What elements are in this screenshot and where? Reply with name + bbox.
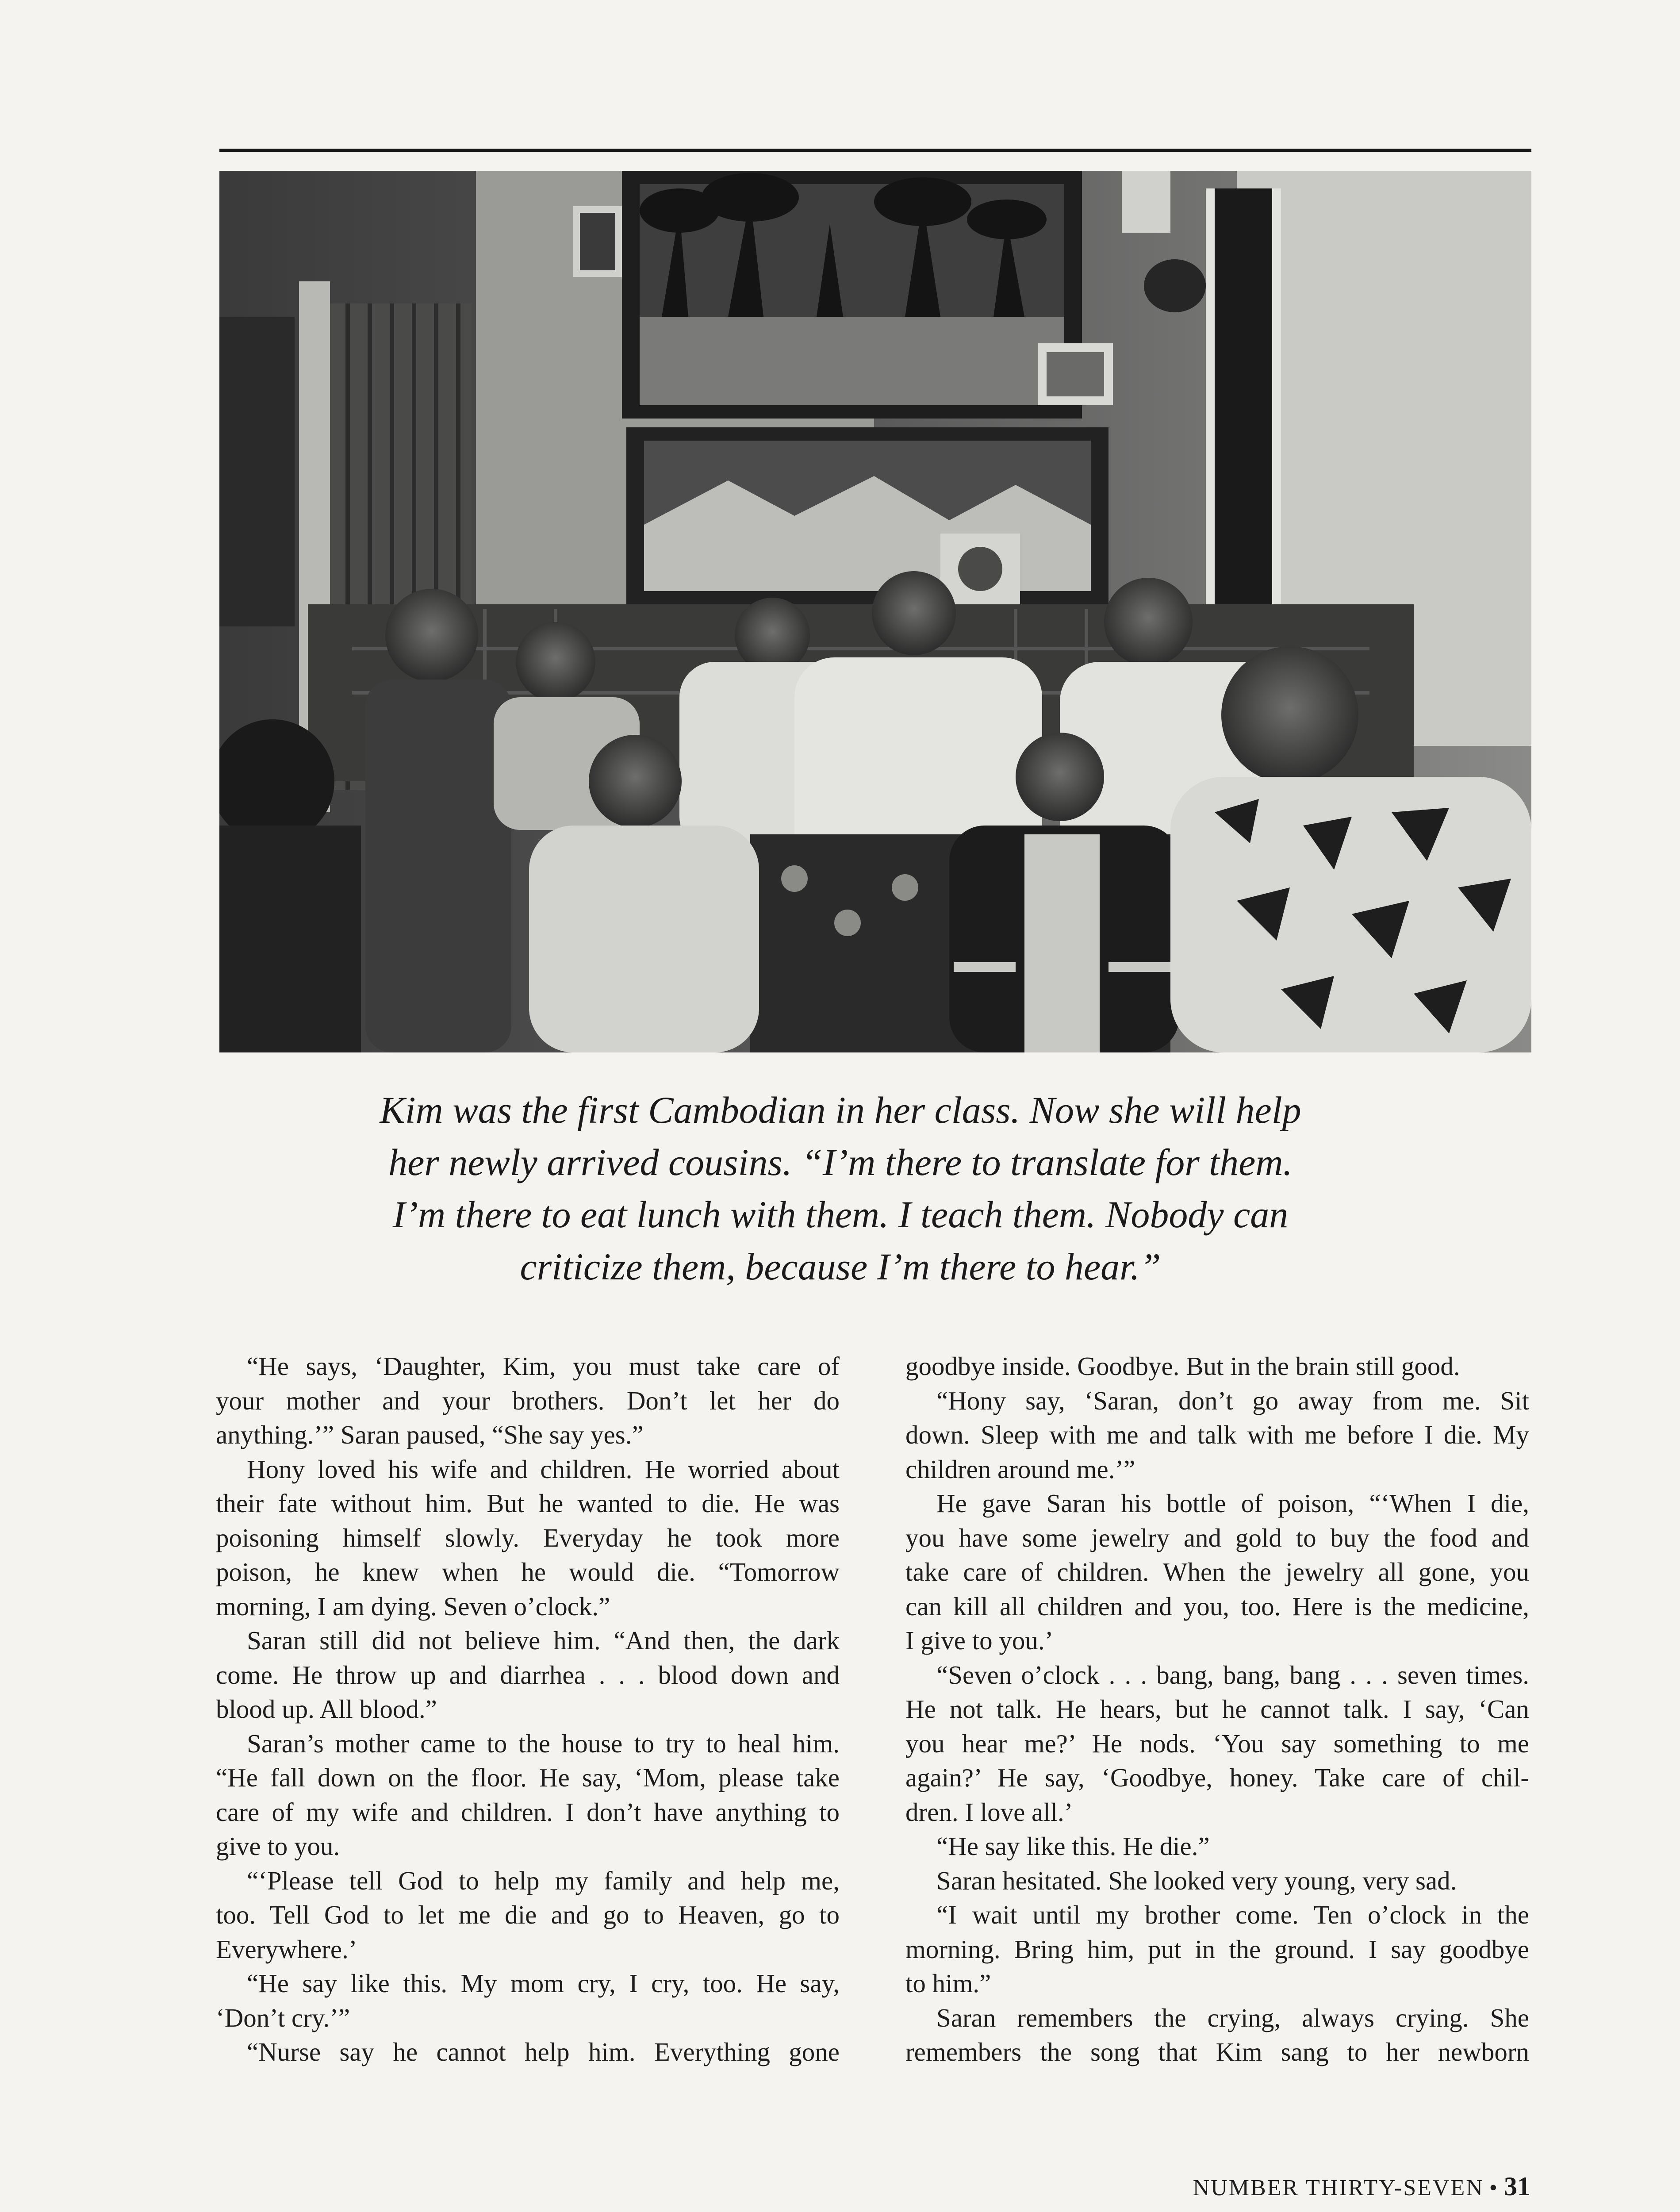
family-photo — [219, 171, 1531, 1052]
caption-line: I’m there to eat lunch with them. I teach them. Nobody can — [392, 1193, 1289, 1236]
text-line: too. Tell God to let me die and go to Heaven, go to — [216, 1900, 840, 1929]
text-line: ‘Don’t cry.’” — [216, 2003, 350, 2032]
text-line: poison, he knew when he would die. “Tomorrow — [216, 1557, 840, 1586]
text-line: “He says, ‘Daughter, Kim, you must take care of — [247, 1352, 840, 1381]
text-line: morning, I am dying. Seven o’clock.” — [216, 1591, 610, 1621]
text-line: you have some jewelry and gold to buy the food and — [905, 1523, 1529, 1552]
text-line: their fate without him. But he wanted to die. He was — [216, 1489, 840, 1518]
text-line: children around me.’” — [905, 1454, 1135, 1484]
text-line: “He say like this. He die.” — [936, 1832, 1210, 1861]
text-line: come. He throw up and diarrhea . . . blood down and — [216, 1660, 840, 1690]
photo-caption — [310, 1084, 1371, 1293]
family-photo-icon — [219, 171, 1531, 1052]
text-line: “‘Please tell God to help my family and help me, — [247, 1866, 840, 1895]
caption-line: Kim was the first Cambodian in her class. Now she will help — [380, 1089, 1301, 1131]
top-rule — [219, 149, 1531, 152]
text-line: goodbye inside. Goodbye. But in the brain still good. — [905, 1352, 1460, 1381]
caption-line: criticize them, because I’m there to hear.” — [520, 1245, 1161, 1288]
text-line: He not talk. He hears, but he cannot talk. I say, ‘Can — [905, 1694, 1529, 1724]
text-line: remembers the song that Kim sang to her newborn — [905, 2037, 1529, 2066]
text-line: Everywhere.’ — [216, 1934, 357, 1964]
caption-line: her newly arrived cousins. “I’m there to translate for them. — [388, 1141, 1293, 1183]
page-number: 31 — [1504, 2172, 1530, 2201]
text-line: your mother and your brothers. Don’t let her do — [216, 1386, 840, 1415]
text-line: “Seven o’clock . . . bang, bang, bang . . . seven times. — [936, 1660, 1529, 1690]
text-line: morning. Bring him, put in the ground. I say goodbye — [905, 1934, 1529, 1964]
text-line: Saran’s mother came to the house to try to heal him. — [247, 1728, 840, 1758]
text-line: Saran hesitated. She looked very young, very sad. — [936, 1866, 1457, 1895]
text-line: give to you. — [216, 1832, 340, 1861]
text-line: anything.’” Saran paused, “She say yes.” — [216, 1420, 644, 1449]
text-line: can kill all children and you, too. Here is the medicine, — [905, 1591, 1529, 1621]
text-line: Saran remembers the crying, always crying. She — [936, 2003, 1529, 2032]
folio-label: NUMBER THIRTY-SEVEN — [1193, 2175, 1484, 2200]
page-folio — [1193, 2171, 1530, 2202]
text-line: He gave Saran his bottle of poison, “‘When I die, — [936, 1489, 1529, 1518]
text-line: “Nurse say he cannot help him. Everything gone — [247, 2037, 840, 2066]
text-line: dren. I love all.’ — [905, 1797, 1073, 1827]
text-line: blood up. All blood.” — [216, 1694, 437, 1724]
text-line: Saran still did not believe him. “And then, the dark — [247, 1626, 840, 1655]
text-line: “He fall down on the floor. He say, ‘Mom, please take — [216, 1763, 840, 1792]
text-line: down. Sleep with me and talk with me before I die. My — [905, 1420, 1529, 1449]
text-line: care of my wife and children. I don’t have anything to — [216, 1797, 840, 1827]
text-line: to him.” — [905, 1969, 991, 1998]
left-column — [216, 1349, 840, 2070]
text-line: “He say like this. My mom cry, I cry, too. He say, — [247, 1969, 840, 1998]
text-line: “Hony say, ‘Saran, don’t go away from me. Sit — [936, 1386, 1529, 1415]
text-line: you hear me?’ He nods. ‘You say something to me — [905, 1728, 1529, 1758]
text-line: take care of children. When the jewelry all gone, you — [905, 1557, 1529, 1586]
text-line: I give to you.’ — [905, 1626, 1054, 1655]
text-line: poisoning himself slowly. Everyday he took more — [216, 1523, 840, 1552]
text-line: Hony loved his wife and children. He worried about — [247, 1454, 840, 1484]
text-line: again?’ He say, ‘Goodbye, honey. Take care of chil- — [905, 1763, 1529, 1792]
text-line: “I wait until my brother come. Ten o’clock in the — [936, 1900, 1529, 1929]
right-column — [905, 1349, 1529, 2070]
folio-bullet: • — [1489, 2175, 1499, 2200]
